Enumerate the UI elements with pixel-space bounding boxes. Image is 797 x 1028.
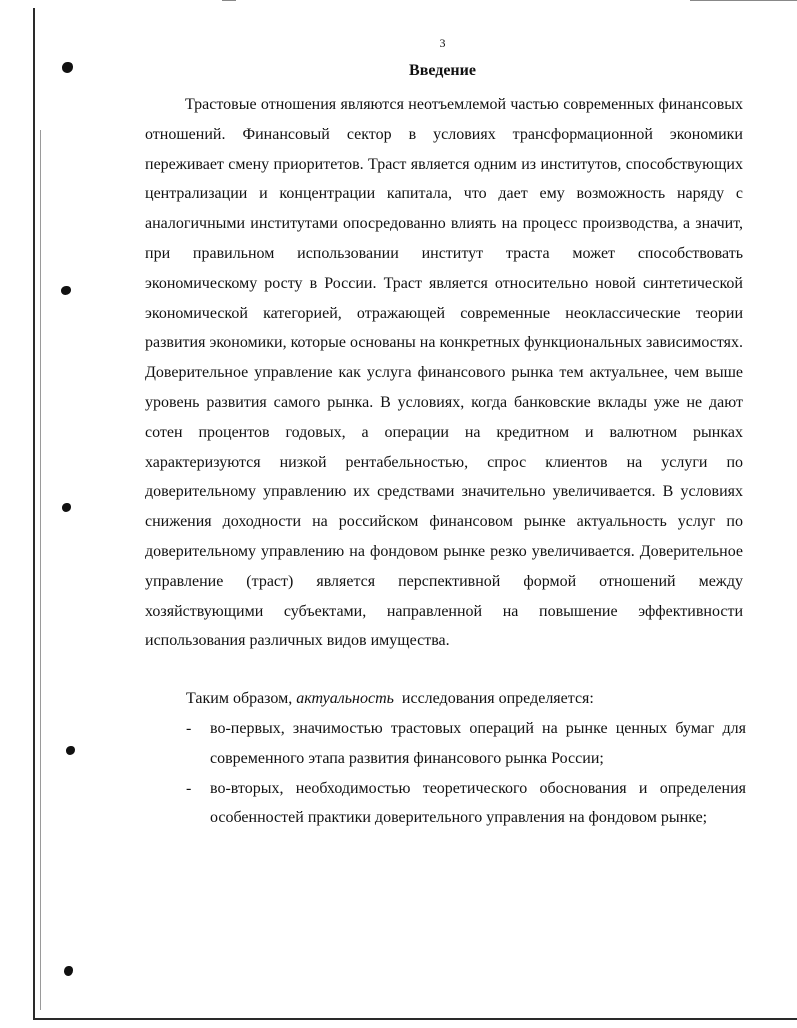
binding-hole-mark: [66, 746, 75, 755]
relevance-emphasis: актуальность: [296, 690, 394, 707]
binding-hole-mark: [64, 966, 73, 976]
relevance-intro: [186, 684, 594, 714]
relevance-intro-after: исследования определяется:: [401, 690, 594, 707]
list-item-text: во-первых, значимостью трастовых операций на рынке ценных бумаг для современного этапа развития финансового рынка России;: [210, 720, 746, 767]
scan-bottom-edge: [33, 1018, 797, 1020]
section-heading: Введение: [409, 62, 476, 79]
scan-top-mark: [690, 0, 797, 1]
list-item: [186, 714, 746, 774]
body-text: [145, 90, 743, 656]
scan-binding-edge: [33, 8, 35, 1020]
relevance-list: [186, 714, 746, 833]
list-dash: -: [186, 720, 192, 737]
list-dash: -: [186, 779, 192, 797]
scan-top-mark: [222, 0, 236, 1]
page-number: 3: [439, 36, 446, 50]
relevance-intro-before: Таким образом,: [186, 690, 293, 707]
binding-hole-mark: [61, 286, 71, 295]
list-item: [186, 774, 746, 834]
scan-binding-shadow: [40, 130, 41, 1010]
binding-hole-mark: [62, 503, 71, 512]
list-item-text: во-вторых, необходимостью теоретического обоснования и определения особенностей практики доверительного управления на фондовом рынке;: [210, 779, 746, 827]
body-paragraph: Трастовые отношения являются неотъемлемой частью современных финансовых отношений. Финансовый сектор в условиях трансформационной экономики переживает смену приоритетов. Траст является одним из институтов, способствующих централизации и концентрации капитала, что дает ему возможность наряду с аналогичными институтами опосредованно влиять на процесс производства, а значит, при правильном использовании институт траста может способствовать экономическому росту в России. Траст является относительно новой синтетической экономической категорией, отражающей современные неоклассические теории развития экономики, которые основаны на конкретных функциональных зависимостях. Доверительное управление как услуга финансового рынка тем актуальнее, чем выше уровень развития самого рынка. В условиях, когда банковские вклады уже не дают сотен процентов годовых, а операции на кредитном и валютном рынках характеризуются низкой рентабельностью, спрос клиентов на услуги по доверительному управлению их средствами значительно увеличивается. В условиях снижения доходности на российском финансовом рынке актуальность услуг по доверительному управлению на фондовом рынке резко увеличивается. Доверительное управление (траст) является перспективной формой отношений между хозяйствующими субъектами, направленной на повышение эффективности использования различных видов имущества.: [145, 96, 743, 650]
